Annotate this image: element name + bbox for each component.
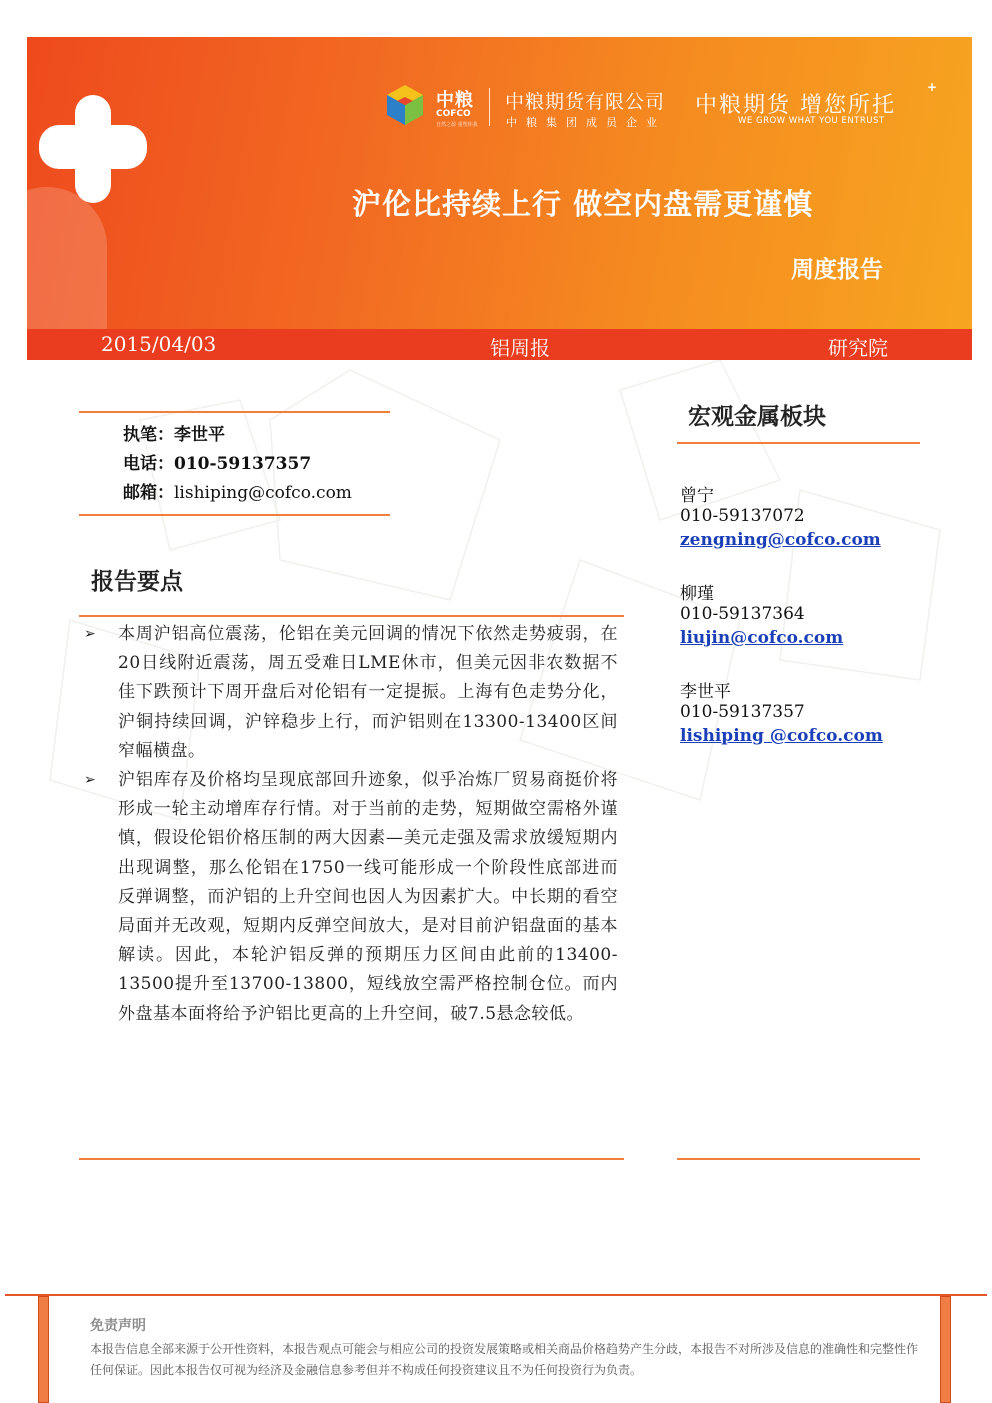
contact-email-link[interactable]: lishiping @cofco.com	[680, 726, 883, 746]
report-dept: 研究院	[828, 336, 888, 360]
author-phone: 010-59137357	[174, 454, 312, 474]
contact-name: 李世平	[680, 682, 731, 702]
info-bar	[27, 329, 972, 360]
email-line	[123, 478, 352, 503]
summary-point-1: 本周沪铝高位震荡，伦铝在美元回调的情况下依然走势疲弱，在20日线附近震荡，周五受难日LME休市，但美元因非农数据不佳下跌预计下周开盘后对伦铝有一定提振。上海有色走势分化，沪铜持续回调，沪锌稳步上行，而沪铝则在13300-13400区间窄幅横盘。	[118, 624, 618, 761]
contact-phone: 010-59137072	[680, 506, 805, 526]
report-date: 2015/04/03	[101, 332, 217, 356]
contact-email-link[interactable]: liujin@cofco.com	[680, 628, 844, 648]
author-name: 李世平	[174, 425, 225, 445]
bullet-arrow-icon: ➢	[84, 772, 96, 788]
summary-rule	[79, 615, 624, 617]
email-label: 邮箱：	[123, 483, 174, 503]
contact-email-link[interactable]: zengning@cofco.com	[680, 530, 881, 550]
report-title: 沪伦比持续上行 做空内盘需更谨慎	[352, 187, 814, 221]
phone-line	[123, 449, 311, 474]
contact-name: 曾宁	[680, 486, 714, 506]
slogan-plus-icon: +	[927, 80, 938, 94]
sidebar-bottom-rule	[677, 1158, 920, 1160]
brand-short-en: COFCO	[436, 109, 471, 119]
report-category: 铝周报	[490, 336, 550, 360]
sidebar-rule	[677, 442, 920, 444]
contact-name: 柳瑾	[680, 584, 714, 604]
author-bottom-rule	[79, 514, 390, 516]
author-label: 执笔：	[123, 425, 174, 445]
report-type: 周度报告	[791, 257, 883, 283]
brand-divider	[489, 88, 490, 126]
plus-logo-bar	[39, 125, 147, 169]
phone-label: 电话：	[123, 454, 174, 474]
slogan: 中粮期货 增您所托	[695, 93, 896, 118]
footer-left-post	[38, 1296, 49, 1403]
company-subtitle: 中粮集团成员企业	[506, 116, 666, 129]
brand-short-cn: 中粮	[436, 90, 474, 111]
author-top-rule	[79, 411, 390, 413]
slogan-en: WE GROW WHAT YOU ENTRUST	[738, 116, 885, 126]
contact-phone: 010-59137364	[680, 604, 805, 624]
author-line	[123, 420, 225, 445]
brand-tagline: 自然之源 重塑你我	[436, 122, 478, 128]
sidebar-heading: 宏观金属板块	[688, 404, 826, 430]
summary-point-2: 沪铝库存及价格均呈现底部回升迹象，似乎冶炼厂贸易商挺价将形成一轮主动增库存行情。对于当前的走势，短期做空需格外谨慎，假设伦铝价格压制的两大因素—美元走强及需求放缓短期内出现调整，那么伦铝在1750一线可能形成一个阶段性底部进而反弹调整，而沪铝的上升空间也因人为因素扩大。中长期的看空局面并无改观，短期内反弹空间放大，是对目前沪铝盘面的基本解读。因此，本轮沪铝反弹的预期压力区间由此前的13400-13500提升至13700-13800，短线放空需严格控制仓位。而内外盘基本面将给予沪铝比更高的上升空间，破7.5悬念较低。	[118, 770, 618, 1024]
footer-rule	[5, 1294, 987, 1296]
author-email[interactable]: lishiping@cofco.com	[174, 483, 352, 503]
disclaimer-text: 本报告信息全部来源于公开性资料，本报告观点可能会与相应公司的投资发展策略或相关商品价格趋势产生分歧，本报告不对所涉及信息的准确性和完整性作任何保证。因此本报告仅可视为经济及金融信息参考但并不构成任何投资建议且不为任何投资行为负责。	[90, 1342, 919, 1377]
footer-right-post	[940, 1296, 951, 1403]
summary-bottom-rule	[79, 1158, 624, 1160]
contact-phone: 010-59137357	[680, 702, 805, 722]
bullet-arrow-icon: ➢	[84, 626, 96, 642]
cofco-logo-icon	[383, 83, 427, 127]
company-name: 中粮期货有限公司	[505, 91, 666, 113]
disclaimer-title: 免责声明	[90, 1318, 146, 1334]
summary-heading: 报告要点	[91, 569, 183, 595]
